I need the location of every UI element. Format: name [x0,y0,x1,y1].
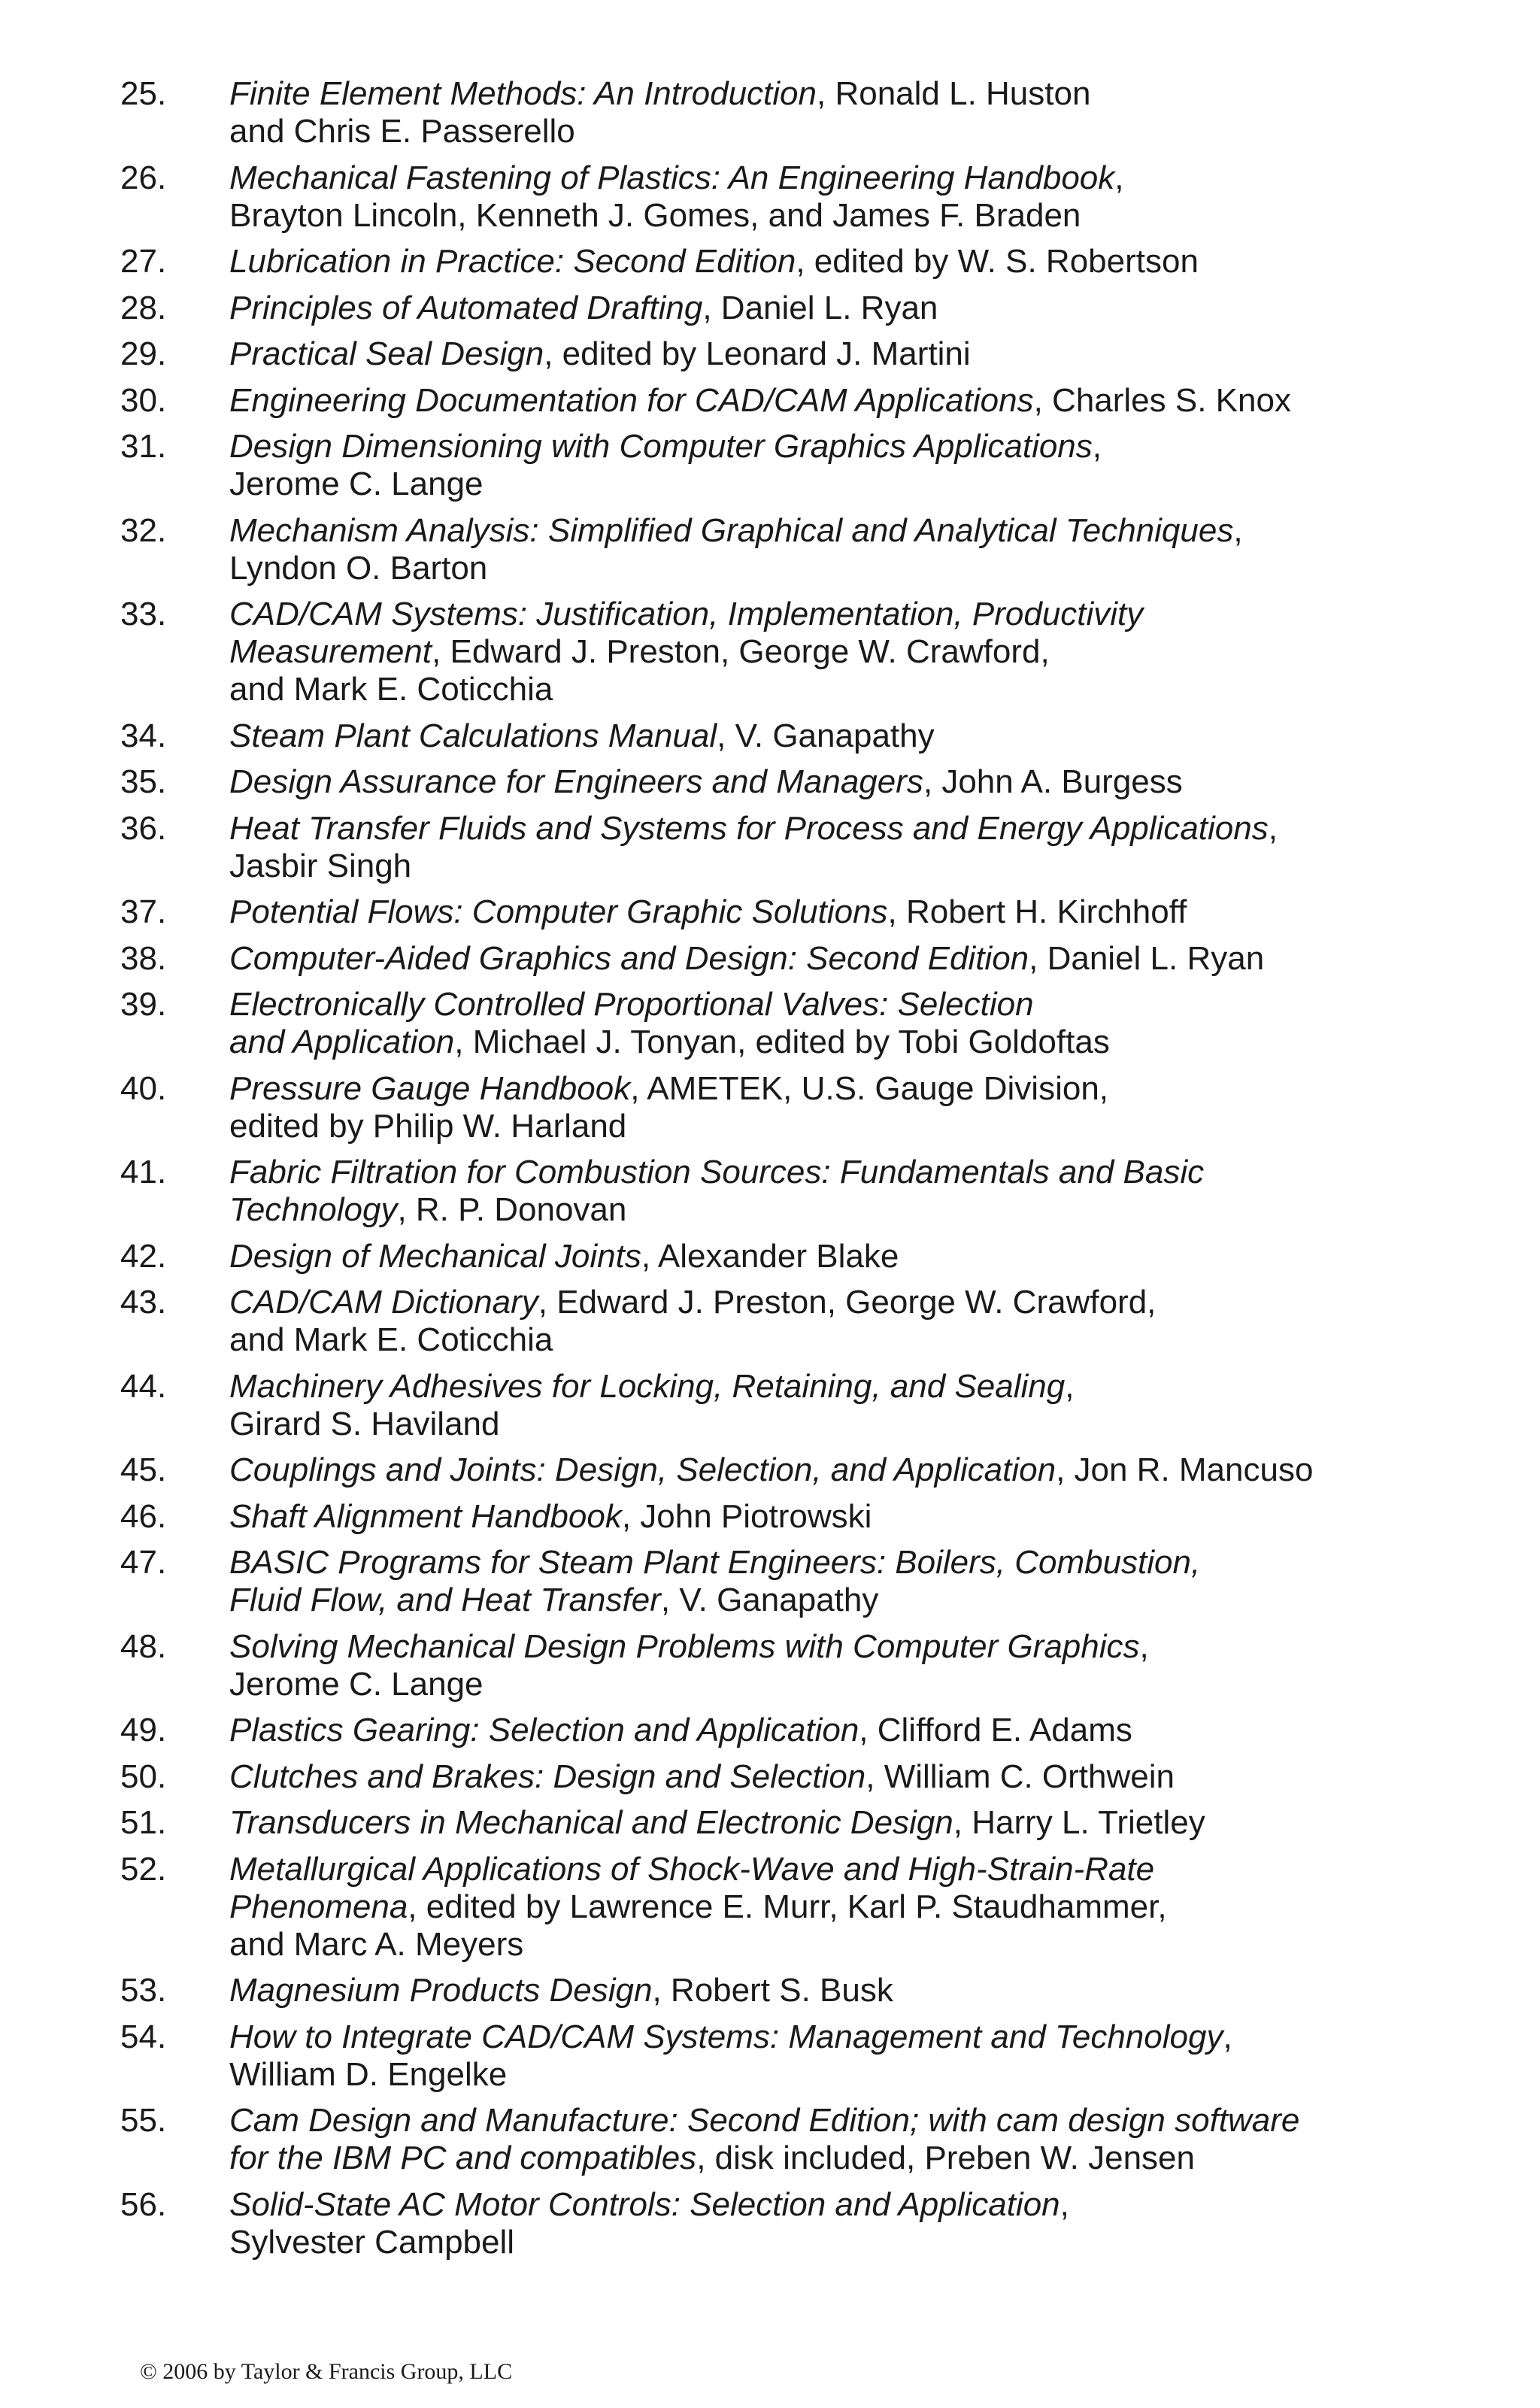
author-text: Lyndon O. Barton [229,549,488,587]
citation-line [229,893,1429,931]
entry-number: 36. [120,809,167,847]
book-title: and Application [229,1024,455,1060]
entry-citation [229,1498,1429,1536]
list-item [120,290,1429,327]
book-title: Shaft Alignment Handbook [229,1497,622,1535]
citation-line [229,550,1429,587]
list-item [120,717,1429,755]
entry-citation [229,1972,1429,2009]
citation-line [229,1851,1429,1888]
book-title: BASIC Programs for Steam Plant Engineers: Boilers, Combustion, [229,1544,1201,1581]
list-item [120,763,1429,801]
entry-number: 34. [120,717,167,754]
book-title: Fabric Filtration for Combustion Sources: Fundamentals and Basic [229,1154,1205,1190]
entry-citation [229,2018,1429,2094]
book-title: Fluid Flow, and Heat Transfer [229,1582,661,1618]
author-text: , Edward J. Preston, George W. Crawford, [538,1284,1157,1321]
author-text: and Mark E. Coticchia [229,671,553,708]
book-title: Machinery Adhesives for Locking, Retaining, and Sealing [229,1367,1066,1405]
book-title: Computer-Aided Graphics and Design: Second Edition [229,939,1029,977]
author-text: , Charles S. Knox [1033,381,1291,419]
entry-number: 26. [120,159,167,196]
author-text: , [1223,2018,1232,2055]
author-text: edited by Philip W. Harland [229,1107,627,1145]
citation-line [229,335,1429,373]
entry-number: 47. [120,1544,167,1581]
citation-line [229,1498,1429,1536]
citation-line [229,717,1429,755]
author-text: , [1065,1367,1075,1405]
list-item [120,2186,1429,2261]
entry-number: 39. [120,986,167,1023]
entry-number: 53. [120,1972,167,2009]
citation-line [229,2018,1429,2056]
citation-line [229,382,1429,420]
citation-line [229,2224,1429,2261]
author-text: , AMETEK, U.S. Gauge Division, [630,1069,1109,1107]
book-title: Practical Seal Design [229,335,544,372]
list-item [120,75,1429,150]
entry-number: 52. [120,1850,167,1888]
entry-number: 29. [120,335,167,372]
author-text: , John Piotrowski [621,1497,872,1535]
author-text: , [1139,1627,1149,1665]
book-title: Heat Transfer Fluids and Systems for Process and Energy Applications [229,809,1269,847]
author-text: , V. Ganapathy [660,1582,879,1618]
citation-line [229,243,1429,281]
citation-line [229,197,1429,235]
book-title: How to Integrate CAD/CAM Systems: Management and Technology [229,2018,1223,2055]
entry-citation [229,159,1429,235]
list-item [120,940,1429,978]
citation-line [229,1284,1429,1321]
list-item [120,1804,1429,1842]
list-item [120,810,1429,885]
list-item [120,596,1429,708]
book-title: for the IBM PC and compatibles [229,2140,697,2176]
entry-citation [229,1712,1429,1749]
citation-line [229,763,1429,801]
entry-citation [229,810,1429,885]
list-item [120,1498,1429,1536]
entry-number: 31. [120,428,167,465]
list-item [120,893,1429,931]
entry-citation [229,596,1429,708]
book-series-list [120,75,1429,2270]
book-title: Phenomena [229,1888,408,1925]
author-text: and Chris E. Passerello [229,113,575,150]
list-item [120,1758,1429,1796]
list-item [120,428,1429,503]
book-title: Lubrication in Practice: Second Edition [229,243,796,280]
author-text: Jerome C. Lange [229,466,484,502]
citation-line [229,2102,1429,2140]
citation-line [229,428,1429,466]
book-title: Steam Plant Calculations Manual [229,717,717,754]
entry-number: 42. [120,1237,167,1275]
citation-line [229,1926,1429,1964]
citation-line [229,512,1429,550]
entry-citation [229,335,1429,373]
book-title: Technology [229,1191,398,1228]
author-text: and Marc A. Meyers [229,1925,524,1963]
author-text: Jerome C. Lange [229,1665,484,1703]
book-title: Cam Design and Manufacture: Second Edition; with cam design software [229,2102,1300,2139]
citation-line [229,466,1429,503]
citation-line [229,1758,1429,1796]
author-text: , disk included, Preben W. Jensen [696,2140,1196,2176]
list-item [120,159,1429,235]
list-item [120,1238,1429,1275]
author-text: , Jon R. Mancuso [1056,1451,1314,1488]
author-text: , Michael J. Tonyan, edited by Tobi Goldoftas [454,1024,1110,1060]
citation-line [229,1321,1429,1359]
list-item [120,1070,1429,1145]
entry-citation [229,717,1429,755]
list-item [120,1851,1429,1964]
list-item [120,1154,1429,1229]
list-item [120,1368,1429,1443]
entry-citation [229,1544,1429,1619]
author-text: , edited by W. S. Robertson [796,243,1199,280]
citation-line [229,2140,1429,2177]
copyright-footer: © 2006 by Taylor & Francis Group, LLC [140,2359,513,2384]
author-text: , [1233,511,1243,549]
author-text: , Alexander Blake [641,1237,899,1275]
entry-citation [229,382,1429,420]
entry-citation [229,1628,1429,1703]
entry-citation [229,1154,1429,1229]
book-title: Mechanism Analysis: Simplified Graphical and Analytical Techniques [229,511,1234,549]
author-text: Sylvester Campbell [229,2223,515,2261]
entry-citation [229,1284,1429,1359]
book-title: CAD/CAM Systems: Justification, Implementation, Productivity [229,596,1144,632]
entry-citation [229,1451,1429,1489]
entry-number: 54. [120,2018,167,2055]
author-text: , [1092,428,1102,465]
entry-number: 27. [120,243,167,280]
citation-line [229,940,1429,978]
entry-citation [229,986,1429,1061]
entry-citation [229,763,1429,801]
citation-line [229,75,1429,113]
author-text: , Daniel L. Ryan [1029,939,1265,977]
book-title: CAD/CAM Dictionary [229,1284,538,1321]
entry-citation [229,1238,1429,1275]
author-text: , Robert H. Kirchhoff [887,893,1187,930]
entry-citation [229,1368,1429,1443]
list-item [120,512,1429,587]
book-title: Finite Element Methods: An Introduction [229,75,817,112]
book-title: Principles of Automated Drafting [229,289,703,326]
author-text: , Edward J. Preston, George W. Crawford, [432,633,1050,670]
entry-number: 41. [120,1154,167,1190]
entry-number: 45. [120,1451,167,1488]
author-text: , [1060,2185,1069,2223]
citation-line [229,2186,1429,2224]
book-title: Couplings and Joints: Design, Selection, and Application [229,1451,1056,1488]
entry-citation [229,290,1429,327]
citation-line [229,2056,1429,2094]
entry-number: 50. [120,1757,167,1795]
citation-line [229,1154,1429,1191]
citation-line [229,986,1429,1024]
list-item [120,1284,1429,1359]
entry-number: 55. [120,2102,167,2139]
author-text: , [1114,159,1124,196]
citation-line [229,1712,1429,1749]
entry-number: 33. [120,596,167,632]
citation-line [229,159,1429,197]
citation-line [229,1070,1429,1108]
list-item [120,243,1429,281]
entry-number: 30. [120,381,167,419]
entry-number: 49. [120,1712,167,1748]
author-text: William D. Engelke [229,2055,508,2093]
entry-number: 46. [120,1497,167,1535]
entry-number: 51. [120,1804,167,1841]
list-item [120,1712,1429,1749]
entry-number: 35. [120,763,167,800]
entry-citation [229,428,1429,503]
book-title: Pressure Gauge Handbook [229,1069,631,1107]
citation-line [229,1238,1429,1275]
entry-number: 43. [120,1284,167,1321]
citation-line [229,1888,1429,1926]
author-text: , Harry L. Trietley [953,1804,1205,1841]
author-text: , V. Ganapathy [717,717,935,754]
author-text: , Robert S. Busk [652,1972,893,2009]
book-title: Electronically Controlled Proportional Valves: Selection [229,986,1034,1023]
citation-line [229,1024,1429,1061]
book-title: Transducers in Mechanical and Electronic Design [229,1804,953,1841]
entry-number: 32. [120,511,167,549]
book-title: Solid-State AC Motor Controls: Selection and Application [229,2185,1060,2223]
citation-line [229,290,1429,327]
book-title: Engineering Documentation for CAD/CAM Applications [229,381,1034,419]
author-text: , [1268,809,1278,847]
author-text: Jasbir Singh [229,847,412,884]
list-item [120,1544,1429,1619]
list-item [120,2018,1429,2094]
list-item [120,1628,1429,1703]
citation-line [229,1406,1429,1443]
list-item [120,382,1429,420]
book-title: Plastics Gearing: Selection and Application [229,1712,859,1748]
citation-line [229,848,1429,885]
author-text: , Daniel L. Ryan [702,289,938,326]
book-title: Design of Mechanical Joints [229,1237,641,1275]
citation-line [229,1804,1429,1842]
entry-number: 56. [120,2185,167,2223]
citation-line [229,810,1429,848]
citation-line [229,1666,1429,1703]
entry-number: 25. [120,75,167,112]
list-item [120,2102,1429,2177]
list-item [120,986,1429,1061]
list-item [120,1972,1429,2009]
citation-line [229,596,1429,633]
entry-citation [229,2102,1429,2177]
entry-number: 44. [120,1367,167,1405]
author-text: , Clifford E. Adams [859,1712,1132,1748]
entry-citation [229,243,1429,281]
book-title: Mechanical Fastening of Plastics: An Engineering Handbook [229,159,1115,196]
citation-line [229,1108,1429,1145]
citation-line [229,1628,1429,1666]
citation-line [229,671,1429,708]
entry-citation [229,75,1429,150]
author-text: Brayton Lincoln, Kenneth J. Gomes, and James F. Braden [229,196,1081,234]
author-text: , John A. Burgess [923,763,1183,800]
entry-citation [229,1804,1429,1842]
citation-line [229,1368,1429,1406]
entry-citation [229,2186,1429,2261]
entry-number: 28. [120,289,167,326]
author-text: , R. P. Donovan [397,1191,627,1228]
book-title: Potential Flows: Computer Graphic Solutions [229,893,888,930]
author-text: , edited by Lawrence E. Murr, Karl P. Staudhammer, [408,1888,1167,1925]
entry-number: 48. [120,1627,167,1665]
citation-line [229,1582,1429,1619]
citation-line [229,1451,1429,1489]
book-title: Magnesium Products Design [229,1972,653,2009]
author-text: , Ronald L. Huston [817,75,1091,112]
entry-citation [229,1758,1429,1796]
entry-number: 37. [120,893,167,930]
book-title: Design Dimensioning with Computer Graphics Applications [229,428,1093,465]
list-item [120,335,1429,373]
book-title: Metallurgical Applications of Shock-Wave and High-Strain-Rate [229,1850,1155,1888]
citation-line [229,1544,1429,1582]
author-text: and Mark E. Coticchia [229,1321,553,1358]
citation-line [229,1972,1429,2009]
entry-number: 38. [120,939,167,977]
list-item [120,1451,1429,1489]
citation-line [229,113,1429,150]
book-title: Design Assurance for Engineers and Managers [229,763,923,800]
book-title: Measurement [229,633,432,670]
book-title: Clutches and Brakes: Design and Selection [229,1757,866,1795]
author-text: , William C. Orthwein [865,1757,1175,1795]
entry-citation [229,940,1429,978]
entry-citation [229,893,1429,931]
citation-line [229,633,1429,671]
author-text: , edited by Leonard J. Martini [544,335,971,372]
entry-citation [229,1851,1429,1964]
entry-citation [229,512,1429,587]
citation-line [229,1191,1429,1229]
entry-citation [229,1070,1429,1145]
book-title: Solving Mechanical Design Problems with Computer Graphics [229,1627,1140,1665]
author-text: Girard S. Haviland [229,1405,500,1442]
entry-number: 40. [120,1069,167,1107]
